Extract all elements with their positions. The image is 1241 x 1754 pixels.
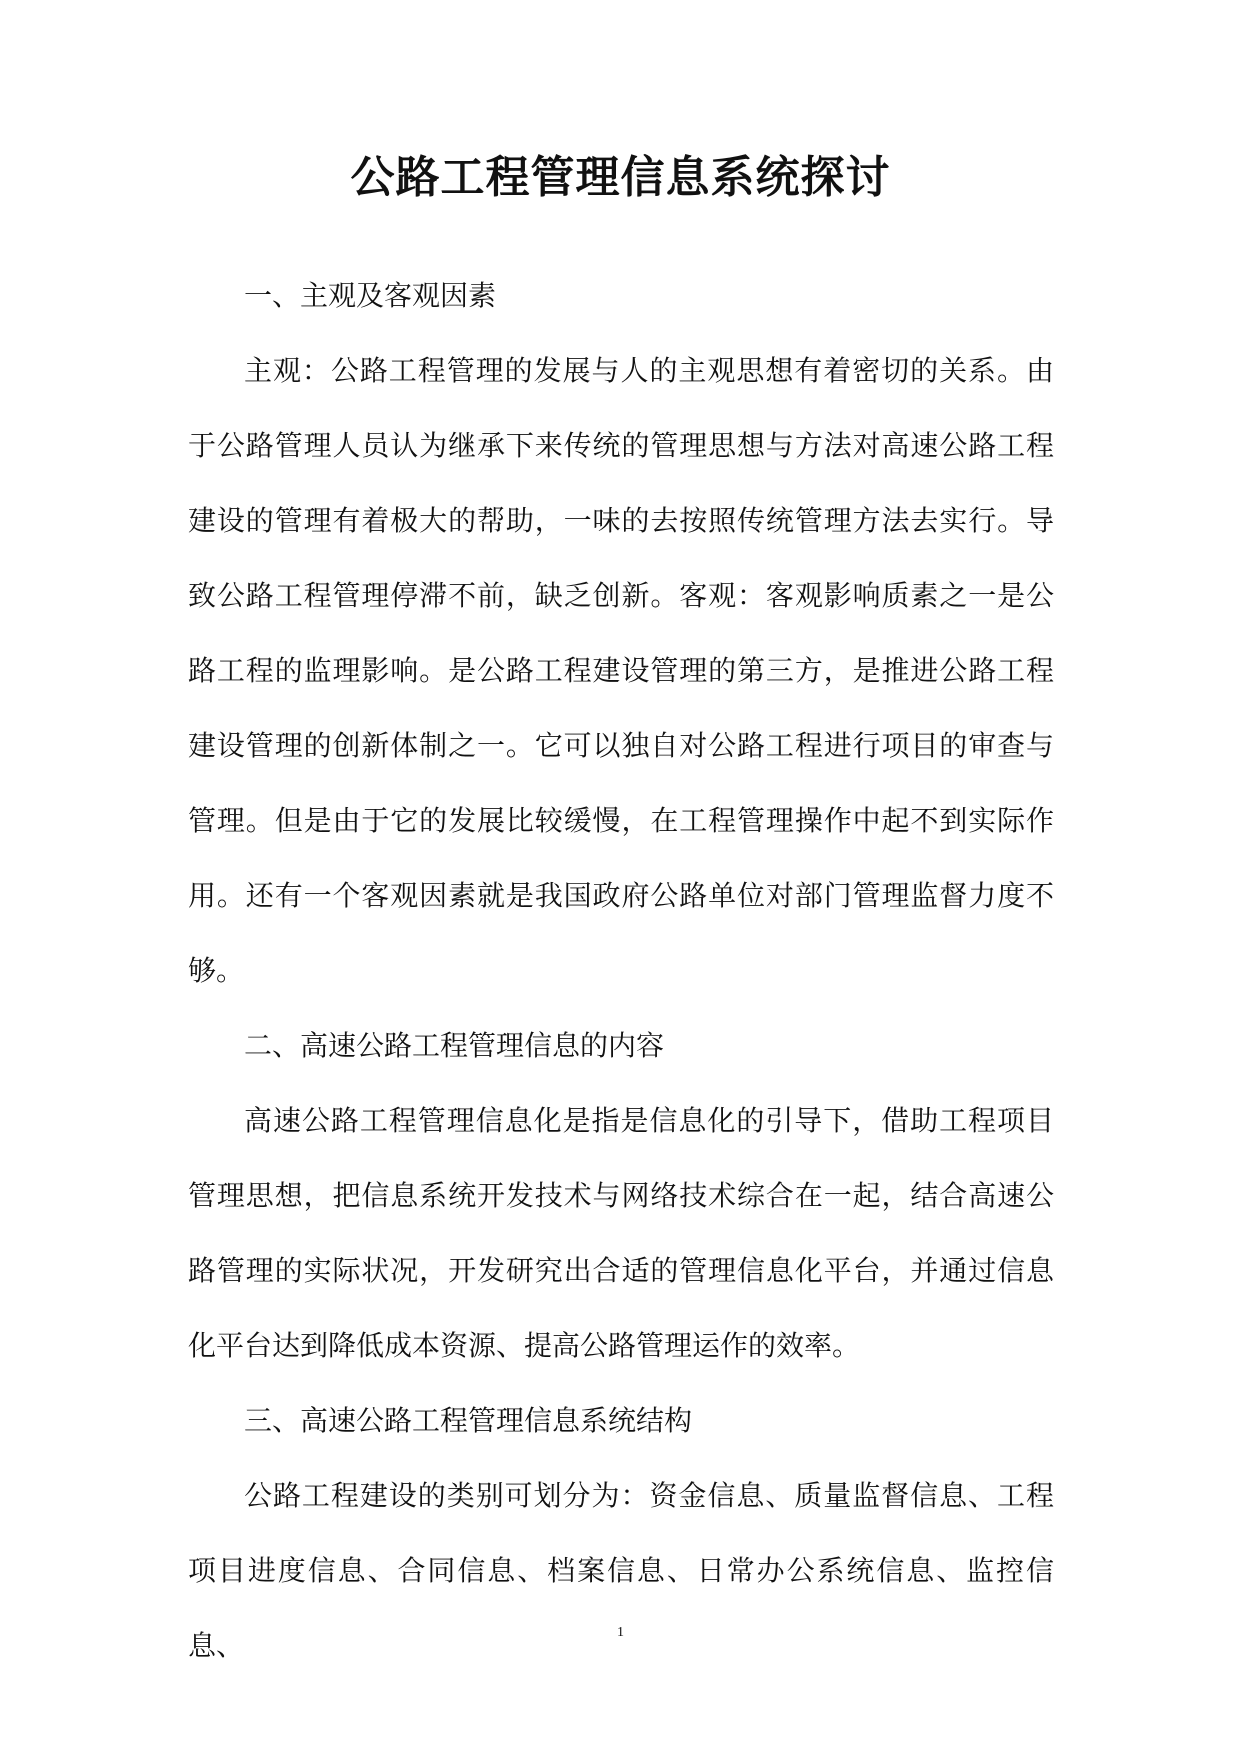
document-body — [188, 258, 1054, 1683]
paragraph-system-structure: 公路工程建设的类别可划分为：资金信息、质量监督信息、工程项目进度信息、合同信息、档案信息、日常办公系统信息、监控信息、 — [188, 1479, 1054, 1662]
page-number: 1 — [617, 1625, 624, 1640]
paragraph-information-content: 高速公路工程管理信息化是指是信息化的引导下，借助工程项目管理思想，把信息系统开发技术与网络技术综合在一起，结合高速公路管理的实际状况，开发研究出合适的管理信息化平台，并通过信息化平台达到降低成本资源、提高公路管理运作的效率。 — [188, 1104, 1054, 1362]
section-heading-1: 一、主观及客观因素 — [244, 279, 497, 312]
document-title: 公路工程管理信息系统探讨 — [350, 152, 891, 203]
paragraph-subjective-objective: 主观：公路工程管理的发展与人的主观思想有着密切的关系。由于公路管理人员认为继承下来传统的管理思想与方法对高速公路工程建设的管理有着极大的帮助，一味的去按照传统管理方法去实行。导致公路工程管理停滞不前，缺乏创新。客观：客观影响质素之一是公路工程的监理影响。是公路工程建设管理的第三方，是推进公路工程建设管理的创新体制之一。它可以独自对公路工程进行项目的审查与管理。但是由于它的发展比较缓慢，在工程管理操作中起不到实际作用。还有一个客观因素就是我国政府公路单位对部门管理监督力度不够。 — [188, 354, 1054, 987]
section-heading-2: 二、高速公路工程管理信息的内容 — [244, 1029, 665, 1062]
section-heading-3: 三、高速公路工程管理信息系统结构 — [244, 1404, 693, 1437]
